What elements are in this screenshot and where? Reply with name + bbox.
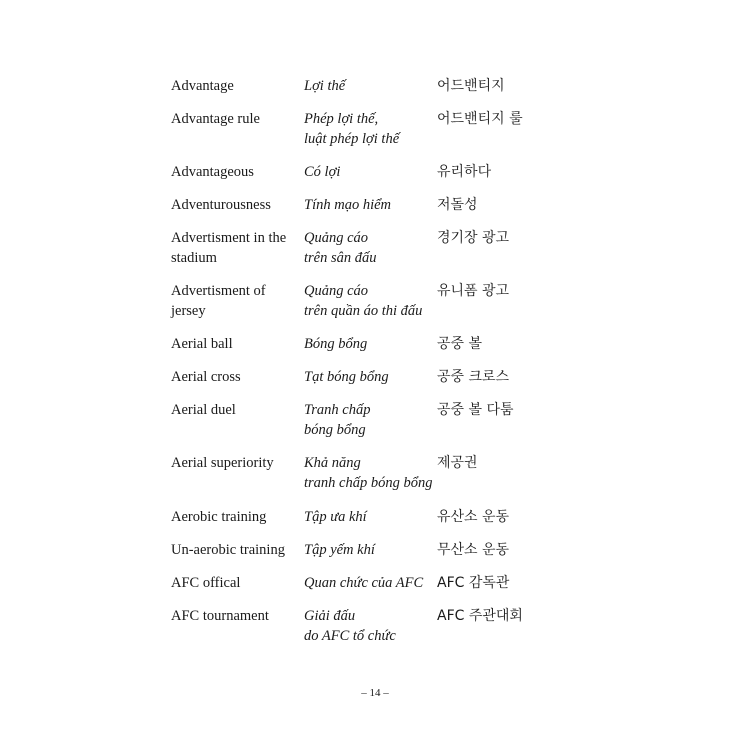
vietnamese-term (304, 162, 437, 182)
english-term (171, 540, 304, 560)
english-term (171, 76, 304, 96)
glossary-entry (171, 367, 571, 387)
korean-term (437, 606, 571, 626)
english-term (171, 507, 304, 527)
glossary-entry (171, 281, 571, 321)
korean-term (437, 573, 571, 593)
vietnamese-term (304, 400, 437, 440)
vietnamese-term-line: Quảng cáo (304, 230, 369, 246)
vietnamese-term-line: Lợi thế (304, 78, 346, 94)
korean-term-line: 경기장 광고 (437, 230, 510, 246)
english-term (171, 195, 304, 215)
vietnamese-term (304, 195, 437, 215)
english-term-line: Adventurousness (171, 197, 271, 213)
vietnamese-term-line: trên quần áo thi đấu (304, 303, 423, 319)
korean-term-line: 공중 크로스 (437, 369, 510, 385)
vietnamese-term (304, 281, 437, 321)
vietnamese-term-line: Khả năng (304, 455, 361, 471)
vietnamese-term (304, 573, 437, 593)
glossary-entry (171, 334, 571, 354)
english-term-line: jersey (171, 303, 206, 319)
glossary-entry (171, 606, 571, 646)
vietnamese-term (304, 453, 437, 493)
korean-term-line: 무산소 운동 (437, 542, 510, 558)
glossary-entry (171, 109, 571, 149)
vietnamese-term-line: Tập yếm khí (304, 542, 375, 558)
korean-term (437, 228, 571, 248)
vietnamese-term-line: do AFC tổ chức (304, 628, 396, 644)
vietnamese-term-line: Phép lợi thế, (304, 111, 379, 127)
korean-term (437, 400, 571, 420)
korean-term (437, 334, 571, 354)
korean-term-line: 공중 볼 (437, 336, 483, 352)
glossary-entry (171, 162, 571, 182)
vietnamese-term-line: Tập ưa khí (304, 509, 367, 525)
korean-term (437, 540, 571, 560)
vietnamese-term (304, 76, 437, 96)
glossary-entry (171, 507, 571, 527)
korean-term (437, 162, 571, 182)
vietnamese-term-line: luật phép lợi thế (304, 131, 400, 147)
vietnamese-term (304, 540, 437, 560)
korean-term-line: 유니폼 광고 (437, 283, 510, 299)
english-term-line: Advantageous (171, 164, 254, 180)
glossary-entry (171, 573, 571, 593)
vietnamese-term (304, 228, 437, 268)
english-term-line: Aerobic training (171, 509, 267, 525)
english-term-line: Aerial duel (171, 402, 236, 418)
vietnamese-term-line: Quan chức của AFC (304, 575, 424, 591)
korean-term-line: AFC 감독관 (437, 575, 510, 591)
korean-term (437, 453, 571, 473)
english-term-line: AFC offical (171, 575, 241, 591)
vietnamese-term-line: trên sân đấu (304, 250, 377, 266)
korean-term (437, 507, 571, 527)
english-term-line: Advantage rule (171, 111, 260, 127)
english-term (171, 453, 304, 473)
vietnamese-term (304, 367, 437, 387)
english-term-line: Aerial ball (171, 336, 233, 352)
korean-term-line: 유산소 운동 (437, 509, 510, 525)
english-term (171, 606, 304, 626)
korean-term (437, 195, 571, 215)
korean-term (437, 367, 571, 387)
english-term (171, 573, 304, 593)
korean-term-line: 저돌성 (437, 197, 478, 213)
korean-term-line: 어드밴티지 (437, 78, 505, 94)
korean-term-line: 공중 볼 다툼 (437, 402, 514, 418)
english-term (171, 334, 304, 354)
korean-term (437, 76, 571, 96)
english-term (171, 162, 304, 182)
english-term (171, 281, 304, 321)
vietnamese-term-line: Giải đấu (304, 608, 356, 624)
vietnamese-term (304, 606, 437, 646)
page-number: – 14 – (361, 687, 389, 699)
english-term-line: Advertisment in the (171, 230, 287, 246)
english-term-line: Aerial superiority (171, 455, 274, 471)
english-term-line: AFC tournament (171, 608, 269, 624)
vietnamese-term-line: Quảng cáo (304, 283, 369, 299)
glossary-entry (171, 76, 571, 96)
korean-term-line: 제공권 (437, 455, 478, 471)
vietnamese-term (304, 334, 437, 354)
english-term (171, 400, 304, 420)
vietnamese-term-line: Tạt bóng bổng (304, 369, 389, 385)
korean-term-line: 유리하다 (437, 164, 492, 180)
vietnamese-term (304, 507, 437, 527)
korean-term-line: AFC 주관대회 (437, 608, 523, 624)
vietnamese-term-line: Bóng bổng (304, 336, 368, 352)
english-term-line: Aerial cross (171, 369, 241, 385)
glossary-entry (171, 400, 571, 440)
korean-term (437, 281, 571, 301)
english-term-line: Advantage (171, 78, 234, 94)
vietnamese-term-line: Tính mạo hiểm (304, 197, 391, 213)
glossary-entry (171, 540, 571, 560)
vietnamese-term-line: Có lợi (304, 164, 341, 180)
english-term-line: Un-aerobic training (171, 542, 285, 558)
glossary-entry (171, 228, 571, 268)
glossary-entry (171, 195, 571, 215)
english-term (171, 228, 304, 268)
korean-term-line: 어드밴티지 룰 (437, 111, 523, 127)
vietnamese-term-line: tranh chấp bóng bổng (304, 475, 433, 491)
english-term-line: Advertisment of (171, 283, 266, 299)
vietnamese-term (304, 109, 437, 149)
english-term (171, 109, 304, 129)
glossary-entry (171, 453, 571, 493)
english-term-line: stadium (171, 250, 217, 266)
korean-term (437, 109, 571, 129)
vietnamese-term-line: Tranh chấp (304, 402, 371, 418)
english-term (171, 367, 304, 387)
vietnamese-term-line: bóng bổng (304, 422, 366, 438)
